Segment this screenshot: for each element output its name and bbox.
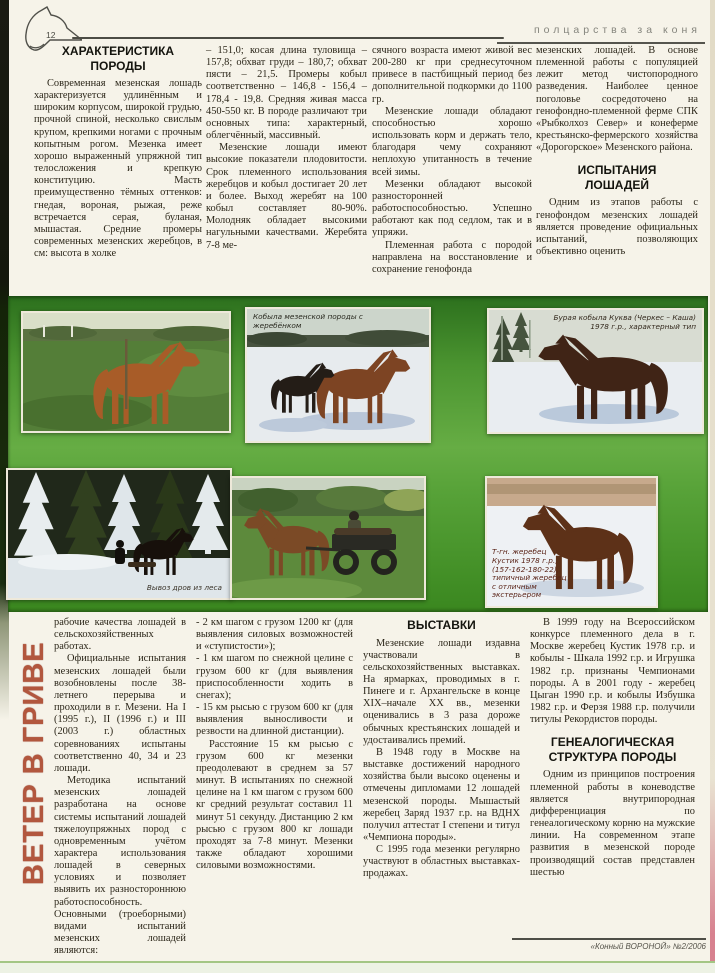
body-paragraph: Мезенские лошади имеют высокие показатели плодовитости. Срок племенного использования жеребцов и кобыл достигает 20 лет и более. Выход жеребят на 100 кобыл составляет 80-90%. Молодняк обладает высокими нагульными качествами. Жеребята 7-8 ме- (206, 142, 367, 251)
body-paragraph: В 1948 году в Москве на выставке достижений народного хозяйства были высоко оценены и отмечены дипломами 12 лошадей мезенской породы. Мышастый жеребец Заряд 1937 г.р. на ВДНХ получил аттестат I степени и титул «Чемпиона породы». (363, 746, 520, 843)
heading-characteristics: ХАРАКТЕРИСТИКА ПОРОДЫ (61, 44, 175, 73)
page-number: 12 (46, 30, 56, 40)
vertical-banner-veter-v-grive: ВЕТЕР В ГРИВЕ (18, 641, 50, 885)
body-paragraph: Мезенские лошади обладают способностью хорошо использовать корм и держать тело, благодаря чему сохраняют неплохую упитанность в течение всей зимы. (372, 105, 532, 178)
footer-rule (512, 938, 706, 940)
body-paragraph: - 2 км шагом с грузом 1200 кг (для выявления силовых возможностей и «ступистости»); (196, 617, 353, 653)
body-paragraph: Методика испытаний мезенских лошадей разработана на основе системы испытаний лошадей тяжелоупряжных пород с одновременным учётом характера использования лошадей в северных условиях и позволяет выявить их разностороннюю работоспособность. Основными (троеборными) видами испытаний мезенских лошадей являются: (54, 775, 186, 957)
firewood-image (8, 470, 230, 598)
photo-log-cart (230, 476, 426, 600)
body-paragraph: С 1995 года мезенки регулярно участвуют в областных выставках-продажах. (363, 844, 520, 880)
photo-stallion-kustik (485, 476, 658, 608)
photo-caption: Вывоз дров из леса (146, 583, 222, 593)
body-paragraph: Одним из этапов работы с генофондом мезенских лошадей является проведение официальных испытаний, позволяющих объективно оценить (536, 197, 698, 258)
photo-firewood-hauling (6, 468, 232, 600)
article-column-3 (372, 45, 532, 276)
header-tagline-rule (497, 42, 705, 44)
page-bottom-strip (0, 961, 715, 973)
article-column-7 (363, 617, 520, 881)
article-column-8 (530, 617, 695, 879)
bay-horse-field-image (23, 313, 229, 431)
article-column-2 (206, 45, 367, 252)
photo-caption: Бурая кобыла Куква (Черкес – Каша) 1978 г.р., характерный тип (553, 313, 696, 331)
body-paragraph: Официальные испытания мезенских лошадей были возобновлены после 38-летнего перерыва и проходили в г. Мезени. На I (1995 г.), II (1996 г.) и III (2003 г.) областных соревнованиях испытаны соответственно 40, 34 и 23 лошади. (54, 653, 186, 774)
article-column-6 (196, 617, 353, 872)
photo-band (8, 296, 708, 612)
body-paragraph: Современная мезенская лошадь характеризуется удлинённым и широким корпусом, широкой грудью, прочной спиной, несколько свислым крупом, крепкими ногами с прочным копытным рогом. Мезенка имеет хорошо выраженный упряжной тип телосложения и крепкую конституцию. Масть преимущественно тёмных оттенков: гнедая, вороная, рыжая, реже встречается серая, буланая, мышастая. Средние промеры современных мезенских жеребцов, в см: высота в холке (34, 78, 202, 260)
body-paragraph: мезенских лошадей. В основе племенной работы с популяцией лежит метод чистопородного разведения. Наиболее ценное поголовье сосредоточено на генофондно-племенной ферме СПК «Рыбколхоз Север» и конеферме крестьянско-фермерского хозяйства «Дорогорское» Мезенского района. (536, 45, 698, 154)
body-paragraph: Мезенки обладают высокой разносторонней работоспособностью. Успешно работают как под седлом, так и в упряжи. (372, 178, 532, 239)
photo-caption: Т-гн. жеребец Кустик 1978 г.р., (157-162-180-22), типичный жеребец с отличным экстерьером (492, 547, 567, 600)
body-paragraph: - 1 км шагом по снежной целине с грузом 600 кг (для выявления приспособленности ходить в снегах); (196, 653, 353, 701)
body-paragraph: В 1999 году на Всероссийском конкурсе племенного дела в г. Москве жеребец Кустик 1978 г.р. и кобылы - Шкала 1992 г.р. и Игрушка 1982 г.р. признаны Чемпионами породы. А в 2001 году - жеребец Цыган 1990 г.р. и кобылы Избушка 1982 г.р. и Ферзя 1988 г.р. получили титулы Рекордистов породы. (530, 617, 695, 726)
photo-mare-foal (245, 307, 431, 443)
body-paragraph: – 151,0; косая длина туловища – 157,8; обхват груди – 180,7; обхват пясти – 21,5. Промеры кобыл соответственно – 146,8 - 156,4 – 178,4 - 19,8. Средняя живая масса 450-550 кг. В породе различают три основных типа: характерный, облегчённый, массивный. (206, 45, 367, 142)
photo-mare-kukva (487, 308, 704, 434)
body-paragraph: сячного возраста имеют живой вес 200-280 кг при среднесуточном привесе в пастбищный период без дополнительной подкормки до 1100 гр. (372, 45, 532, 105)
body-paragraph: Племенная работа с породой направлена на восстановление и сохранение генофонда (372, 239, 532, 275)
body-paragraph: Мезенские лошади издавна участвовали в сельскохозяйственных выставках. На ярмарках, проводимых в г. Пинеге и г. Архангельске в конце XIX–начале XX вв., мезенки оценивались в 3 раза дороже обычных крестьянских лошадей и удостаивались премий. (363, 637, 520, 746)
scan-edge-right (710, 0, 715, 973)
photo-bay-horse-field (21, 311, 231, 433)
heading-trials: ИСПЫТАНИЯ ЛОШАДЕЙ (577, 163, 657, 192)
photo-caption: Кобыла мезенской породы с жеребёнком (253, 312, 363, 330)
heading-genealogy: ГЕНЕАЛОГИЧЕСКАЯ СТРУКТУРА ПОРОДЫ (548, 735, 677, 764)
body-paragraph: рабочие качества лошадей в сельскохозяйственных работах. (54, 617, 186, 653)
article-column-1 (34, 43, 202, 260)
body-paragraph: - 15 км рысью с грузом 600 кг (для выявления выносливости и резвости на длинной дистанции). (196, 702, 353, 738)
header-rule (72, 37, 504, 39)
body-paragraph: Расстояние 15 км рысью с грузом 600 кг мезенки преодолевают в среднем за 57 минут. В испытаниях по снежной целине на 1 км шагом с грузом 600 кг средний результат составил 11 минут 51 секунду. Дистанцию 2 км рысью с грузом 800 кг лошади проходят за 7-8 минут. Мезенки также обладают хорошими силовыми возможностями. (196, 738, 353, 872)
article-column-4 (536, 45, 698, 258)
footer-credit: «Конный ВОРОНОЙ» №2/2006 (590, 942, 706, 951)
heading-exhibitions: ВЫСТАВКИ (407, 618, 476, 632)
log-cart-image (232, 478, 424, 598)
article-column-5 (54, 617, 186, 957)
body-paragraph: Одним из принципов построения племенной работы в коневодстве является внутрипородная дифференциация по генеалогическому корню на мужские линии. На современном этапе развития в мезенской породе производящий состав представлен шестью (530, 769, 695, 878)
section-tagline: полцарства за коня (534, 24, 701, 36)
